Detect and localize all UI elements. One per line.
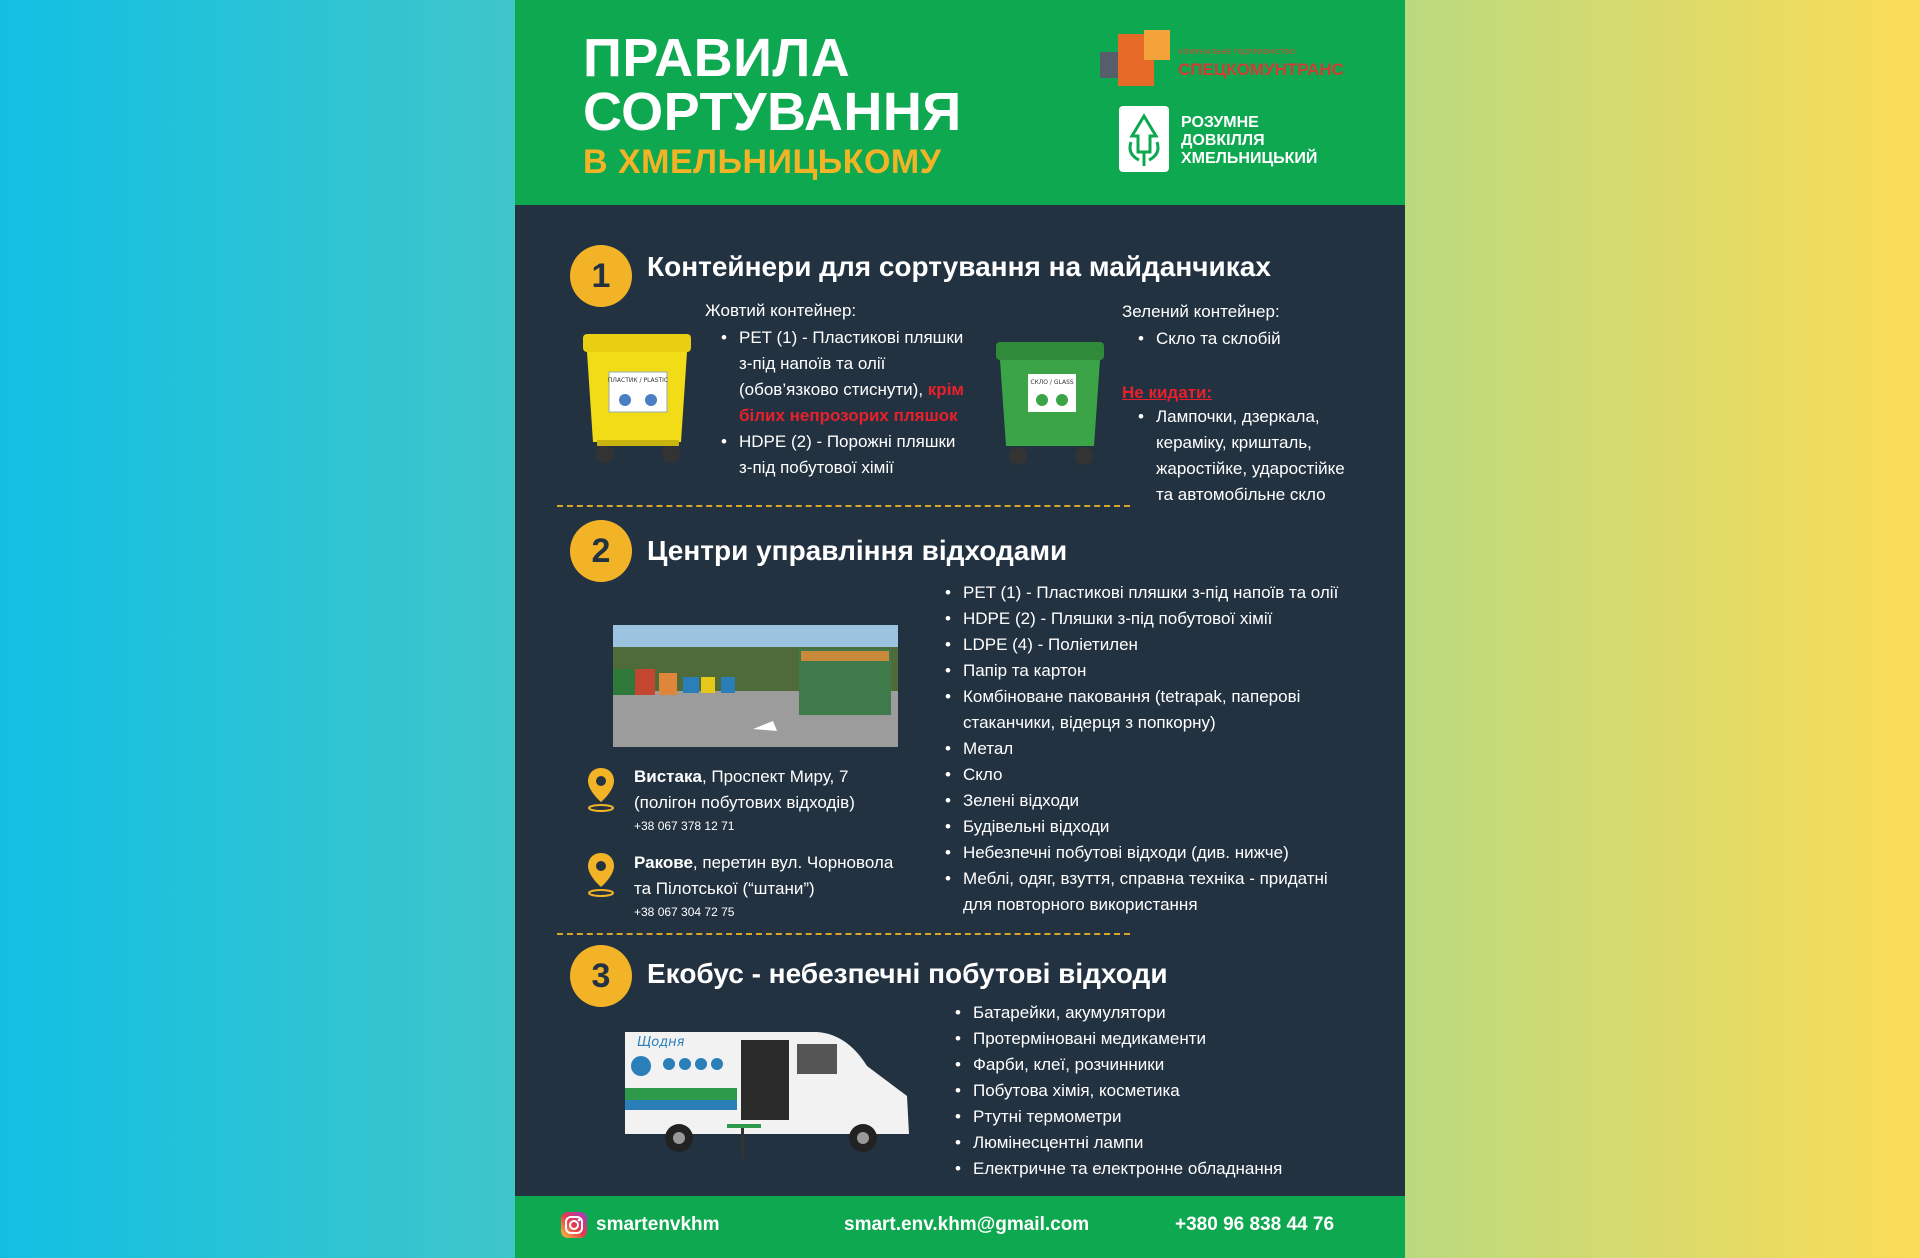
section-1-title: Контейнери для сортування на майданчиках [647,251,1271,282]
yellow-item-1-exception-b: білих непрозорих пляшок [739,406,958,425]
do-not-throw-line-2: кераміку, кришталь, [1156,433,1312,452]
yellow-item-2-line-1: HDPE (2) - Порожні пляшки [739,432,956,451]
section-3-title: Екобус - небезпечні побутові відходи [647,958,1168,989]
green-container-icon [990,338,1110,468]
ecobus-accepted-list [953,1000,1393,1182]
yellow-item-1-line-1: PET (1) - Пластикові пляшки [739,328,964,347]
list-item: • Папір та картон [943,658,1393,684]
yellow-item-2-line-2: з-під побутової хімії [739,458,894,477]
yellow-bin-label: ПЛАСТИК / PLASTIC [607,377,669,384]
spec-logo-caption: КОМУНАЛЬНЕ ПІДПРИЄМСТВО [1178,48,1296,56]
do-not-throw-line-1: Лампочки, дзеркала, [1156,407,1320,426]
spec-logo-squares-icon [1100,30,1174,90]
smart-environment-logo [1119,106,1369,176]
email-link[interactable]: smart.env.khm@gmail.com [844,1214,1090,1235]
do-not-throw-line-4: та автомобільне скло [1156,485,1326,504]
recycle-tree-icon [1119,106,1169,172]
title-line-1: ПРАВИЛА [583,28,851,88]
location-2-name: Ракове [634,853,693,872]
yellow-item-1-exception-a: крім [927,380,964,399]
list-item: • Протерміновані медикаменти [953,1026,1393,1052]
ecobus-label: Щодня [637,1035,685,1050]
list-item: • Батарейки, акумулятори [953,1000,1393,1026]
section-1-number: 1 [570,245,632,307]
list-item [943,684,1393,736]
location-1-street: , Проспект Миру, 7 [701,767,849,786]
list-item-line: для повторного використання [963,895,1198,914]
yellow-container-heading: Жовтий контейнер: [705,301,857,320]
list-item-line: Комбіноване паковання (tetrapak, паперові [963,687,1301,706]
section-2-title: Центри управління відходами [647,535,1068,566]
green-container-heading: Зелений контейнер: [1122,302,1280,321]
do-not-throw-list [1136,404,1401,508]
waste-center-photo [613,625,898,747]
section-2-number: 2 [570,520,632,582]
list-item: • Будівельні відходи [943,814,1393,840]
location-1-name: Вистака [634,767,702,786]
section-3-number: 3 [570,945,632,1007]
poster-footer [515,1196,1405,1258]
list-item [943,866,1393,918]
location-1-line-2: (полігон побутових відходів) [634,793,855,812]
instagram-icon [561,1212,587,1238]
location-2-street: , перетин вул. Чорновола [692,853,894,872]
spec-logo-name: СПЕЦКОМУНТРАНС [1178,60,1344,79]
list-item [719,429,1019,481]
title-subline: В ХМЕЛЬНИЦЬКОМУ [583,143,942,181]
location-2-line-2: та Пілотської (“штани”) [634,879,815,898]
list-item-line: стаканчики, відерця з попкорну) [963,713,1216,732]
list-item: • Фарби, клеї, розчинники [953,1052,1393,1078]
instagram-handle-link[interactable]: smartenvkhm [596,1214,720,1235]
location-pin-icon [585,851,617,899]
location-2-address [634,850,893,876]
list-item: • Електричне та електронне обладнання [953,1156,1393,1182]
yellow-item-1-line-3: (обов’язково стиснути), [739,380,924,399]
green-container-list [1136,326,1396,352]
list-item: • Скло та склобій [1136,326,1396,352]
location-1-address [634,764,848,790]
list-item: • Небезпечні побутові відходи (див. нижче) [943,840,1393,866]
green-bin-label: СКЛО / GLASS [1030,379,1074,386]
ecobus-photo [617,1026,917,1166]
list-item: • LDPE (4) - Поліетилен [943,632,1393,658]
title-line-2: СОРТУВАННЯ [583,82,962,142]
list-item: • Ртутні термометри [953,1104,1393,1130]
list-item-line: Меблі, одяг, взуття, справна техніка - придатні [963,869,1328,888]
yellow-container-list [719,325,1019,481]
section-divider [557,505,1130,507]
section-divider [557,933,1130,935]
list-item: • Зелені відходи [943,788,1393,814]
list-item: • HDPE (2) - Пляшки з-під побутової хімії [943,606,1393,632]
poster-header [515,0,1405,205]
smart-env-line-2: ДОВКІЛЛЯ [1181,132,1265,149]
smart-env-line-3: ХМЕЛЬНИЦЬКИЙ [1181,150,1318,167]
list-item: • Скло [943,762,1393,788]
location-2-phone: +38 067 304 72 75 [634,905,735,919]
list-item [719,325,1019,429]
list-item: • Побутова хімія, косметика [953,1078,1393,1104]
yellow-container-icon [577,330,697,466]
yellow-item-1-line-2: з-під напоїв та олії [739,354,886,373]
list-item: • PET (1) - Пластикові пляшки з-під напоїв та олії [943,580,1393,606]
sorting-rules-poster [515,0,1405,1258]
do-not-throw-heading: Не кидати: [1122,383,1213,402]
location-pin-icon [585,766,617,814]
waste-center-accepted-list [943,580,1393,918]
specкомунтранс-logo [1100,30,1360,90]
phone-link[interactable]: +380 96 838 44 76 [1175,1214,1335,1235]
list-item: • Метал [943,736,1393,762]
location-1-phone: +38 067 378 12 71 [634,819,735,833]
do-not-throw-line-3: жаростійке, ударостійке [1156,459,1345,478]
list-item [1136,404,1401,508]
smart-env-line-1: РОЗУМНЕ [1181,114,1259,131]
list-item: • Люмінесцентні лампи [953,1130,1393,1156]
